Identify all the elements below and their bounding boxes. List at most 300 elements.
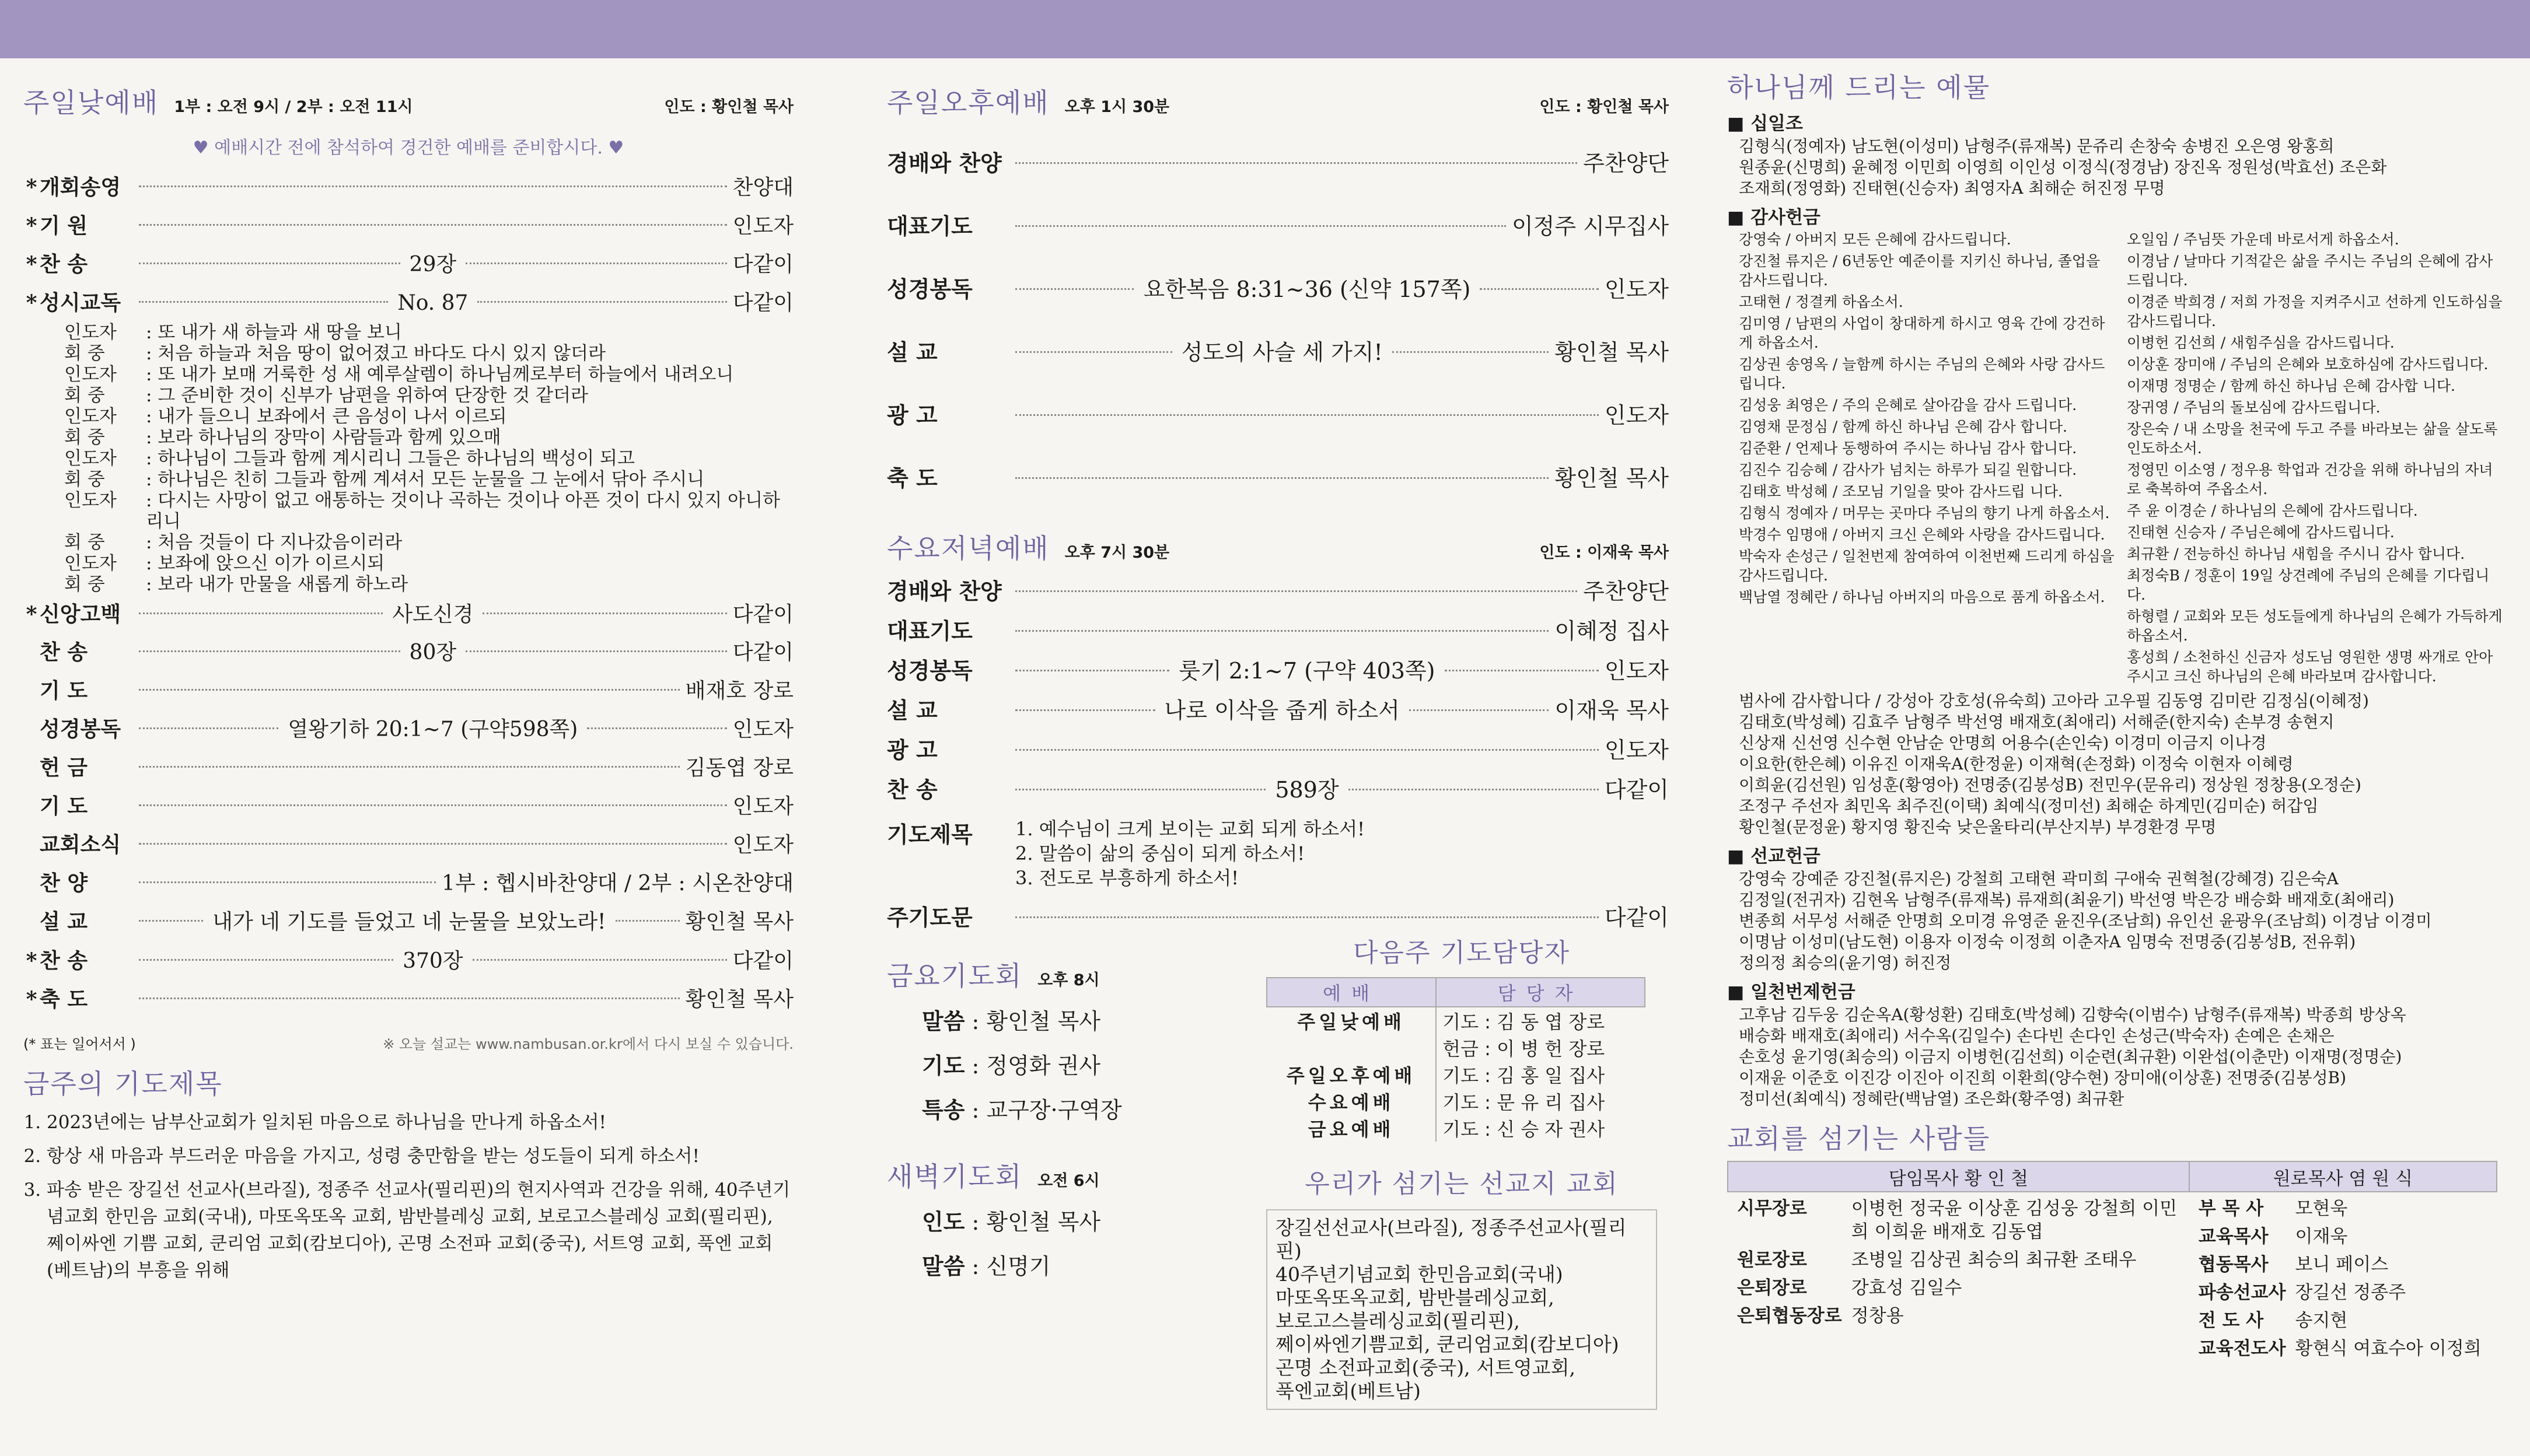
- order-content: 370장: [403, 949, 463, 973]
- names-line: 김형식(정예자) 남도현(이성미) 남형주(류재복) 문쥬리 손창숙 송병진 오은영 왕홍희: [1739, 136, 2335, 156]
- standing-mark: *: [26, 987, 37, 1012]
- notice-text: ♥ 예배시간 전에 참석하여 경건한 예배를 준비합시다. ♥: [193, 138, 624, 158]
- afternoon-header: [887, 82, 1669, 120]
- order-row: [887, 651, 1669, 691]
- prayer-topic: 1. 2023년에는 남부산교회가 일치된 마음으로 하나님을 만나게 하옵소서!: [47, 1109, 794, 1136]
- order-row: [23, 980, 794, 1019]
- thanks-entry: 강영숙 / 아버지 모든 은혜에 감사드립니다.: [1739, 231, 2011, 248]
- prayer-label: 기도제목: [887, 822, 973, 848]
- speaker: 회 중: [64, 532, 105, 553]
- order-content: 내가 네 기도를 들었고 네 눈물을 보았노라!: [212, 910, 606, 934]
- kv-row: [922, 1088, 1260, 1132]
- reading-text: : 보좌에 앉으신 이가 이르시되: [146, 553, 385, 574]
- names-line: 황인철(문정윤) 황지영 황진숙 낮은울타리(부산지부) 부경환경 무명: [1739, 817, 2217, 836]
- reading-text: : 그 준비한 것이 신부가 남편을 위하여 단장한 것 같더라: [146, 385, 588, 406]
- leader-dots: [139, 612, 383, 614]
- section-title: 주일오후예배: [887, 87, 1050, 118]
- leader-dots: [1348, 789, 1599, 790]
- staff-names: 정창용: [1851, 1306, 1904, 1326]
- sunday-morning-header: [23, 82, 794, 120]
- dawn-header: [887, 1156, 1260, 1194]
- names-line: 정미선(최예식) 정혜란(백남열) 조은화(황주영) 최규환: [1739, 1089, 2124, 1108]
- order-label: 경배와 찬양: [887, 579, 1002, 604]
- order-row: [23, 634, 794, 672]
- thanks-entry: 최규환 / 전능하신 하나님 새힘을 주시니 감사 합니다.: [2127, 545, 2465, 562]
- kv-value: : 신명기: [965, 1254, 1051, 1279]
- order-list-1: [23, 168, 794, 322]
- order-person: 이정주 시무집사: [1511, 214, 1669, 239]
- standing-note: (* 표는 일어서서 ): [23, 1036, 136, 1052]
- order-row: [887, 691, 1669, 730]
- section-title: 수요저녁예배: [887, 533, 1050, 564]
- order-person: 다같이: [1604, 777, 1669, 803]
- leader-dots: [1015, 351, 1172, 353]
- order-label: 기 원: [40, 214, 88, 238]
- order-person: 황인철 목사: [685, 988, 794, 1012]
- prayer-item: 3. 전도로 부흥하게 하소서!: [1015, 867, 1239, 889]
- mission-line: 40주년기념교회 한민음교회(국내): [1276, 1263, 1563, 1286]
- thanks-right-column: [2115, 230, 2503, 688]
- thanks-entry: 장은숙 / 내 소망을 천국에 두고 주를 바라보는 삶을 살도록 인도하소서.: [2127, 421, 2498, 457]
- order-row: [23, 749, 794, 788]
- order-label: 축 도: [40, 988, 88, 1012]
- service-leader: 인도 : 황인철 목사: [1539, 98, 1669, 116]
- order-person: 1부 : 헵시바찬양대 / 2부 : 시온찬양대: [442, 872, 794, 895]
- kv-key: 인도: [922, 1209, 965, 1235]
- order-person: 이혜정 집사: [1554, 618, 1669, 644]
- staff-role: 은퇴장로: [1737, 1278, 1807, 1298]
- next-week-table: [1266, 977, 1645, 1142]
- leader-dots: [1409, 709, 1549, 711]
- thanks-entry: 오일임 / 주님뜻 가운데 바로서게 하옵소서.: [2127, 231, 2399, 248]
- leader-dots: [1015, 749, 1599, 751]
- order-label: 찬 송: [887, 777, 938, 803]
- thanks-entry: 하형렬 / 교회와 모든 성도들에게 하나님의 은혜가 가득하게 하옵소서.: [2127, 608, 2503, 644]
- kv-value: : 교구장·구역장: [965, 1097, 1122, 1123]
- speaker: 회 중: [64, 469, 105, 490]
- leader-dots: [139, 262, 400, 264]
- staff-row: [2194, 1279, 2486, 1307]
- leader-dots: [1445, 670, 1599, 671]
- staff-table: [1727, 1161, 2497, 1365]
- leader-dots: [139, 186, 727, 187]
- thanks-entry: 백남열 정혜란 / 하나님 아버지의 마음으로 품게 하옵소서.: [1739, 589, 2105, 606]
- prayer-list: [1015, 817, 1365, 890]
- duty-person: 기도 : 김 동 엽 장로: [1442, 1011, 1605, 1033]
- thanks-entry: 이경준 박희경 / 저희 가정을 지켜주시고 선하게 인도하심을 감사드립니다.: [2127, 293, 2503, 330]
- names-line: 강영숙 강예준 강진철(류지은) 강철희 고태현 곽미희 구애숙 권혁철(강혜경) 김은숙A: [1739, 869, 2339, 888]
- leader-dots: [139, 727, 278, 729]
- duty-person: 헌금 : 이 병 헌 장로: [1442, 1038, 1605, 1060]
- reading-text: : 하나님은 친히 그들과 함께 계셔서 모든 눈물을 그 눈에서 닦아 주시니: [146, 469, 705, 490]
- reading-text: : 처음 것들이 다 지나갔음이러라: [146, 532, 403, 553]
- order-person: 다같이: [732, 949, 794, 973]
- lords-prayer-label: 주기도문: [887, 905, 973, 930]
- order-label: 교회소식: [40, 833, 121, 857]
- prayer-topic: 2. 항상 새 마음과 부드러운 마음을 가지고, 성령 충만함을 받는 성도들이 되게 하소서!: [47, 1143, 794, 1170]
- section-title: 금주의 기도제목: [23, 1068, 223, 1100]
- leader-dots: [139, 998, 680, 999]
- duty-row: [1267, 1115, 1645, 1142]
- staff-names: 송지현: [2295, 1310, 2348, 1331]
- col-person: 담당자: [1436, 978, 1645, 1007]
- reading-line: [64, 406, 794, 427]
- service-time: 1부 : 오전 9시 / 2부 : 오전 11시: [174, 98, 413, 116]
- order-row: [23, 942, 794, 980]
- duty-service: 금요예배: [1267, 1115, 1436, 1142]
- leader-dots: [139, 804, 727, 806]
- reading-line: [64, 532, 794, 553]
- order-person: 인도자: [1604, 276, 1669, 302]
- mission-offering-title: ■ 선교헌금: [1727, 846, 1820, 867]
- reading-line: [64, 322, 794, 343]
- thanks-entry: 김태호 박성혜 / 조모님 기일을 맞아 감사드립 니다.: [1739, 483, 2063, 500]
- thanks-entry: 이병헌 김선희 / 새힘주심을 감사드립니다.: [2127, 334, 2395, 351]
- order-label: 광 고: [887, 402, 938, 428]
- order-row: [887, 321, 1669, 384]
- leader-dots: [1392, 351, 1549, 353]
- names-line: 범사에 감사합니다 / 강성아 강호성(유숙희) 고아라 고우필 김동영 김미란 김정심(이혜정): [1739, 691, 2369, 710]
- leader-dots: [1015, 288, 1134, 290]
- standing-mark: *: [26, 252, 37, 276]
- kv-row: [922, 999, 1260, 1044]
- standing-mark: *: [26, 949, 37, 973]
- duty-person: 기도 : 신 승 자 권사: [1442, 1118, 1605, 1140]
- section-title: 금요기도회: [887, 960, 1023, 992]
- standing-mark: *: [26, 290, 37, 315]
- leader-dots: [587, 727, 726, 729]
- staff-names: 황현식 여효수아 이정희: [2295, 1338, 2482, 1359]
- names-line: 이명남 이성미(남도현) 이용자 이정숙 이정희 이춘자A 임명숙 전명중(김봉성B, 전유휘): [1739, 932, 2356, 951]
- order-row: [23, 864, 794, 903]
- order-content: 열왕기하 20:1~7 (구약598쪽): [288, 718, 578, 741]
- leader-dots: [466, 262, 727, 264]
- speaker: 인도자: [64, 322, 117, 343]
- order-label: 찬 송: [40, 253, 88, 276]
- order-row: [887, 572, 1669, 611]
- thanks-entry: 이상훈 장미애 / 주님의 은혜와 보호하심에 감사드립니다.: [2127, 356, 2489, 373]
- afternoon-order: [887, 132, 1669, 510]
- reading-line: [64, 574, 794, 595]
- order-row: [23, 168, 794, 206]
- order-content: 80장: [409, 640, 457, 664]
- order-row: [23, 672, 794, 710]
- lords-prayer-row: [887, 900, 1669, 932]
- bulletin-page: [0, 58, 2530, 1456]
- tithe-title: ■ 십일조: [1727, 113, 1803, 134]
- column-sunday-morning: [23, 58, 794, 1291]
- reading-text: : 다시는 사망이 없고 애통하는 것이나 곡하는 것이나 아픈 것이 다시 있지 아니하리니: [146, 490, 780, 532]
- order-row: [23, 788, 794, 826]
- friday-dawn: [887, 955, 1260, 1410]
- staff-role: 원로장로: [1737, 1250, 1807, 1270]
- mission-church-list: [1266, 1209, 1657, 1410]
- names-line: 이요한(한은혜) 이유진 이재욱A(한정윤) 이재혁(손정화) 이정숙 이현자 이혜령: [1739, 754, 2294, 774]
- staff-row: [2194, 1223, 2486, 1251]
- leader-dots: [139, 301, 388, 303]
- staff-role: 교육목사: [2198, 1226, 2269, 1247]
- duty-service: 주일낮예배: [1267, 1007, 1436, 1034]
- duty-row: [1267, 1061, 1645, 1088]
- names-line: 조재희(정영화) 진태현(신승자) 최영자A 최해순 허진정 무명: [1739, 178, 2165, 198]
- order-row: [23, 595, 794, 634]
- reading-line: [64, 553, 794, 574]
- order-label: 설 교: [40, 910, 88, 934]
- thanks-title: ■ 감사헌금: [1727, 207, 1820, 228]
- order-row: [887, 770, 1669, 810]
- leader-dots: [139, 689, 680, 691]
- leader-dots: [1015, 709, 1155, 711]
- order-label: 설 교: [887, 340, 938, 365]
- order-person: 다같이: [732, 640, 794, 664]
- staff-row: [2194, 1251, 2486, 1279]
- prayer-item: 2. 말씀이 삶의 중심이 되게 하소서!: [1015, 842, 1305, 864]
- leader-dots: [1480, 288, 1598, 290]
- mission-line: 장길선선교사(브라질), 정종주선교사(필리핀): [1276, 1216, 1627, 1262]
- order-label: 기 도: [40, 794, 88, 818]
- friday-header: [887, 955, 1260, 993]
- thanks-entry: 김성웅 최영은 / 주의 은혜로 살아감을 감사 드립니다.: [1739, 397, 2077, 414]
- names-line: 김정일(전귀자) 김현옥 남형주(류재복) 류재희(최윤기) 박선영 박은강 배승화 배재호(최애리): [1739, 890, 2395, 909]
- leader-dots: [473, 959, 727, 961]
- section-title: 새벽기도회: [887, 1161, 1023, 1192]
- column-afternoon: [887, 58, 1669, 1410]
- thanks-entry: 강진철 류지은 / 6년동안 예준이를 지키신 하나님, 졸업을 감사드립니다.: [1739, 253, 2101, 289]
- staff-role: 교육전도사: [2198, 1338, 2286, 1359]
- order-person: 인도자: [732, 214, 794, 238]
- leader-dots: [1015, 670, 1169, 671]
- general-thanks: [1727, 691, 2503, 838]
- leader-dots: [139, 881, 436, 883]
- friday-rows: [887, 999, 1260, 1132]
- staff-row: [1732, 1195, 2185, 1246]
- senior-pastor: 담임목사 황 인 철: [1728, 1161, 2189, 1192]
- staff-role: 은퇴협동장로: [1737, 1306, 1842, 1326]
- thanks-entry: 김상권 송영옥 / 늘함께 하시는 주님의 은혜와 사랑 감사드립니다.: [1739, 356, 2105, 392]
- reading-line: [64, 469, 794, 490]
- reading-line: [64, 364, 794, 385]
- leader-dots: [483, 612, 726, 614]
- thanks-entry: 김미영 / 남편의 사업이 창대하게 하시고 영육 간에 강건하게 하옵소서.: [1739, 315, 2105, 351]
- speaker: 회 중: [64, 574, 105, 595]
- reading-text: : 처음 하늘과 처음 땅이 없어졌고 바다도 다시 있지 않더라: [146, 343, 606, 364]
- order-content: 룻기 2:1~7 (구약 403쪽): [1179, 658, 1435, 684]
- order-label: 경배와 찬양: [887, 150, 1002, 176]
- staff-names: 이재욱: [2295, 1226, 2348, 1247]
- staff-row: [2194, 1307, 2486, 1335]
- mission-line: 보로고스블레싱교회(필리핀),: [1276, 1310, 1520, 1332]
- section-title: 다음주 기도담당자: [1353, 938, 1571, 968]
- leader-dots: [616, 920, 680, 922]
- duty-person: 기도 : 김 홍 일 집사: [1442, 1065, 1605, 1087]
- names-line: 손호성 윤기영(최승의) 이금지 이병헌(김선희) 이순련(최규환) 이완섭(이춘만) 이재명(정명순): [1739, 1047, 2402, 1066]
- leader-dots: [466, 650, 727, 652]
- thanks-entry: 정영민 이소영 / 정우용 학업과 건강을 위해 하나님의 자녀로 축복하여 주옵소서.: [2127, 461, 2493, 498]
- order-person: 황인철 목사: [685, 910, 794, 934]
- duty-service: [1267, 1034, 1436, 1061]
- tithe-names: [1727, 136, 2503, 199]
- thanks-entry: 김준환 / 언제나 동행하여 주시는 하나님 감사 합니다.: [1739, 440, 2077, 457]
- order-person: 인도자: [1604, 737, 1669, 763]
- order-person: 찬양대: [732, 176, 794, 200]
- order-row: [23, 903, 794, 942]
- service-time: 오전 6시: [1037, 1172, 1100, 1190]
- staff-row: [2194, 1195, 2486, 1223]
- reading-line: [64, 490, 794, 532]
- order-person: 다같이: [732, 603, 794, 626]
- leader-dots: [1015, 630, 1549, 632]
- duty-person: 기도 : 문 유 리 집사: [1442, 1091, 1605, 1114]
- names-line: 정의정 최승의(윤기영) 허진정: [1739, 953, 1952, 972]
- next-week-and-missions: [1266, 932, 1657, 1410]
- order-content: 요한복음 8:31~36 (신약 157쪽): [1143, 276, 1471, 302]
- order-row: [887, 611, 1669, 651]
- leader-dots: [1015, 162, 1577, 164]
- lower-area: [887, 938, 1669, 1410]
- thanks-entry: 고태현 / 정결케 하옵소서.: [1739, 293, 1903, 310]
- kv-value: : 황인철 목사: [965, 1209, 1101, 1235]
- order-row: [887, 132, 1669, 195]
- mission-offering-names: [1727, 869, 2503, 974]
- order-person: 이재욱 목사: [1554, 698, 1669, 723]
- order-label: 성경봉독: [887, 276, 973, 302]
- leader-dots: [139, 766, 680, 768]
- thanks-entry: 김형식 정예자 / 머무는 곳마다 주님의 향기 나게 하옵소서.: [1739, 505, 2110, 522]
- order-person: 인도자: [732, 718, 794, 741]
- order-row: [887, 258, 1669, 321]
- staff-names: 보니 페이스: [2295, 1254, 2389, 1275]
- names-line: 변종희 서무성 서해준 안명희 오미경 유영준 윤진우(조남희) 유인선 윤광우(조남희) 이경남 이경미: [1739, 911, 2432, 930]
- order-person: 인도자: [1604, 402, 1669, 428]
- duty-row: [1267, 1034, 1645, 1061]
- order-row: [887, 447, 1669, 510]
- thanks-entry: 장귀영 / 주님의 돌보심에 감사드립니다.: [2127, 399, 2381, 416]
- thanks-entry: 김진수 김승혜 / 감사가 넘치는 하루가 되길 원합니다.: [1739, 461, 2077, 478]
- order-row: [887, 384, 1669, 447]
- kv-key: 말씀: [922, 1009, 965, 1034]
- order-content: 29장: [409, 253, 457, 276]
- thousand-offering-title: ■ 일천번제헌금: [1727, 982, 1855, 1003]
- standing-mark: *: [26, 214, 37, 238]
- kv-row: [922, 1244, 1260, 1289]
- kv-row: [922, 1200, 1260, 1244]
- staff-role: 부 목 사: [2198, 1198, 2264, 1219]
- order-person: 다같이: [732, 253, 794, 276]
- order-person: 배재호 장로: [685, 679, 794, 703]
- mission-line: 곤명 소전파교회(중국), 서트영교회,: [1276, 1356, 1575, 1379]
- staff-names: 장길선 정종주: [2295, 1282, 2406, 1303]
- names-line: 이희윤(김선원) 임성훈(황영아) 전명중(김봉성B) 전민우(문유리) 정상원 정창용(오정순): [1739, 775, 2361, 794]
- wednesday-order: [887, 572, 1669, 810]
- order-content: 사도신경: [392, 603, 474, 626]
- emeritus-pastor: 원로목사 염 원 식: [2189, 1161, 2497, 1192]
- order-row: [23, 206, 794, 245]
- order-person: 인도자: [732, 833, 794, 857]
- staff-row: [1732, 1246, 2185, 1274]
- thanks-entry: 이경남 / 날마다 기적같은 삶을 주시는 주님의 은혜에 감사드립니다.: [2127, 253, 2493, 289]
- leader-dots: [1015, 477, 1549, 479]
- top-color-band: [0, 0, 2530, 58]
- order-label: 설 교: [887, 698, 938, 723]
- section-title: 하나님께 드리는 예물: [1727, 72, 1991, 103]
- order-person: 황인철 목사: [1554, 466, 1669, 491]
- order-person: 황인철 목사: [1554, 340, 1669, 365]
- col-service: 예배: [1267, 978, 1436, 1007]
- reading-text: : 보라 내가 만물을 새롭게 하노라: [146, 574, 408, 595]
- staff-row: [2194, 1335, 2486, 1363]
- speaker: 회 중: [64, 343, 105, 364]
- duty-row: [1267, 1088, 1645, 1115]
- order-row: [23, 284, 794, 322]
- names-line: 조정구 주선자 최민옥 최주진(이택) 최예식(정미선) 최해순 하계민(김미순) 허갑임: [1739, 796, 2319, 816]
- staff-role: 시무장로: [1737, 1198, 1807, 1219]
- staff-row: [1732, 1274, 2185, 1302]
- order-row: [23, 710, 794, 749]
- lords-prayer-right: 다같이: [1604, 905, 1669, 930]
- reading-text: : 하나님이 그들과 함께 계시리니 그들은 하나님의 백성이 되고: [146, 448, 635, 469]
- reading-text: : 또 내가 새 하늘과 새 땅을 보니: [146, 322, 402, 343]
- mission-line: 마또옥또옥교회, 밤반블레싱교회,: [1276, 1286, 1554, 1309]
- service-time: 오후 1시 30분: [1064, 98, 1170, 116]
- standing-mark: *: [26, 175, 37, 200]
- kv-key: 기도: [922, 1053, 965, 1079]
- service-time: 오후 7시 30분: [1064, 544, 1170, 562]
- responsive-reading: [23, 322, 794, 595]
- order-label: 광 고: [887, 737, 938, 763]
- staff-role: 전 도 사: [2198, 1310, 2264, 1331]
- reading-text: : 내가 들으니 보좌에서 큰 음성이 나서 이르되: [146, 406, 507, 427]
- duty-row: [1267, 1007, 1645, 1034]
- dawn-rows: [887, 1200, 1260, 1289]
- order-label: 개회송영: [40, 176, 121, 200]
- speaker: 회 중: [64, 427, 105, 448]
- sermon-web-note: ※ 오늘 설교는 www.nambusan.or.kr에서 다시 보실 수 있습니다.: [383, 1036, 794, 1052]
- speaker: 인도자: [64, 364, 117, 385]
- thanks-entry: 주 윤 이경순 / 하나님의 은혜에 감사드립니다.: [2127, 502, 2418, 519]
- names-line: 이재윤 이준호 이진강 이진아 이진희 이환희(양수현) 장미애(이상훈) 전명중(김봉성B): [1739, 1068, 2347, 1087]
- order-label: 찬 송: [40, 640, 88, 664]
- service-time: 오후 8시: [1037, 971, 1100, 989]
- kv-value: : 황인철 목사: [965, 1009, 1101, 1034]
- names-line: 원종윤(신명희) 윤혜정 이민희 이영희 이인성 이정식(정경남) 장진옥 정원성(박효선) 조은화: [1739, 158, 2387, 177]
- thanks-offerings: [1727, 230, 2503, 688]
- names-line: 고후남 김두웅 김순옥A(황성환) 김태호(박성혜) 김향숙(이범수) 남형주(류재복) 박종희 방상옥: [1739, 1005, 2406, 1024]
- order-list-2: [23, 595, 794, 1019]
- names-line: 김태호(박성혜) 김효주 남형주 박선영 배재호(최애리) 서해준(한지숙) 손부경 송현지: [1739, 712, 2335, 732]
- speaker: 인도자: [64, 553, 117, 574]
- order-person: 주찬양단: [1583, 579, 1669, 604]
- kv-row: [922, 1044, 1260, 1088]
- reading-line: [64, 385, 794, 406]
- prayer-item: 1. 예수님이 크게 보이는 교회 되게 하소서!: [1015, 818, 1365, 840]
- reading-line: [64, 427, 794, 448]
- staff-role: 파송선교사: [2198, 1282, 2286, 1303]
- order-person: 김동엽 장로: [685, 756, 794, 780]
- standing-mark: *: [26, 602, 37, 626]
- leader-dots: [139, 224, 727, 226]
- wednesday-prayer: [887, 817, 1669, 890]
- order-label: 대표기도: [887, 214, 973, 239]
- reading-text: : 또 내가 보매 거룩한 성 새 예루살렘이 하나님께로부터 하늘에서 내려오니: [146, 364, 734, 385]
- thanks-entry: 이재명 정명순 / 함께 하신 하나님 은혜 감사합 니다.: [2127, 377, 2455, 394]
- leader-dots: [139, 920, 203, 922]
- leader-dots: [1015, 414, 1599, 416]
- order-row: [23, 826, 794, 864]
- staff-row: [1732, 1302, 2185, 1330]
- leader-dots: [477, 301, 726, 303]
- thanks-entry: 김영채 문정심 / 함께 하신 하나님 은혜 감사 합니다.: [1739, 418, 2067, 435]
- order-label: 대표기도: [887, 618, 973, 644]
